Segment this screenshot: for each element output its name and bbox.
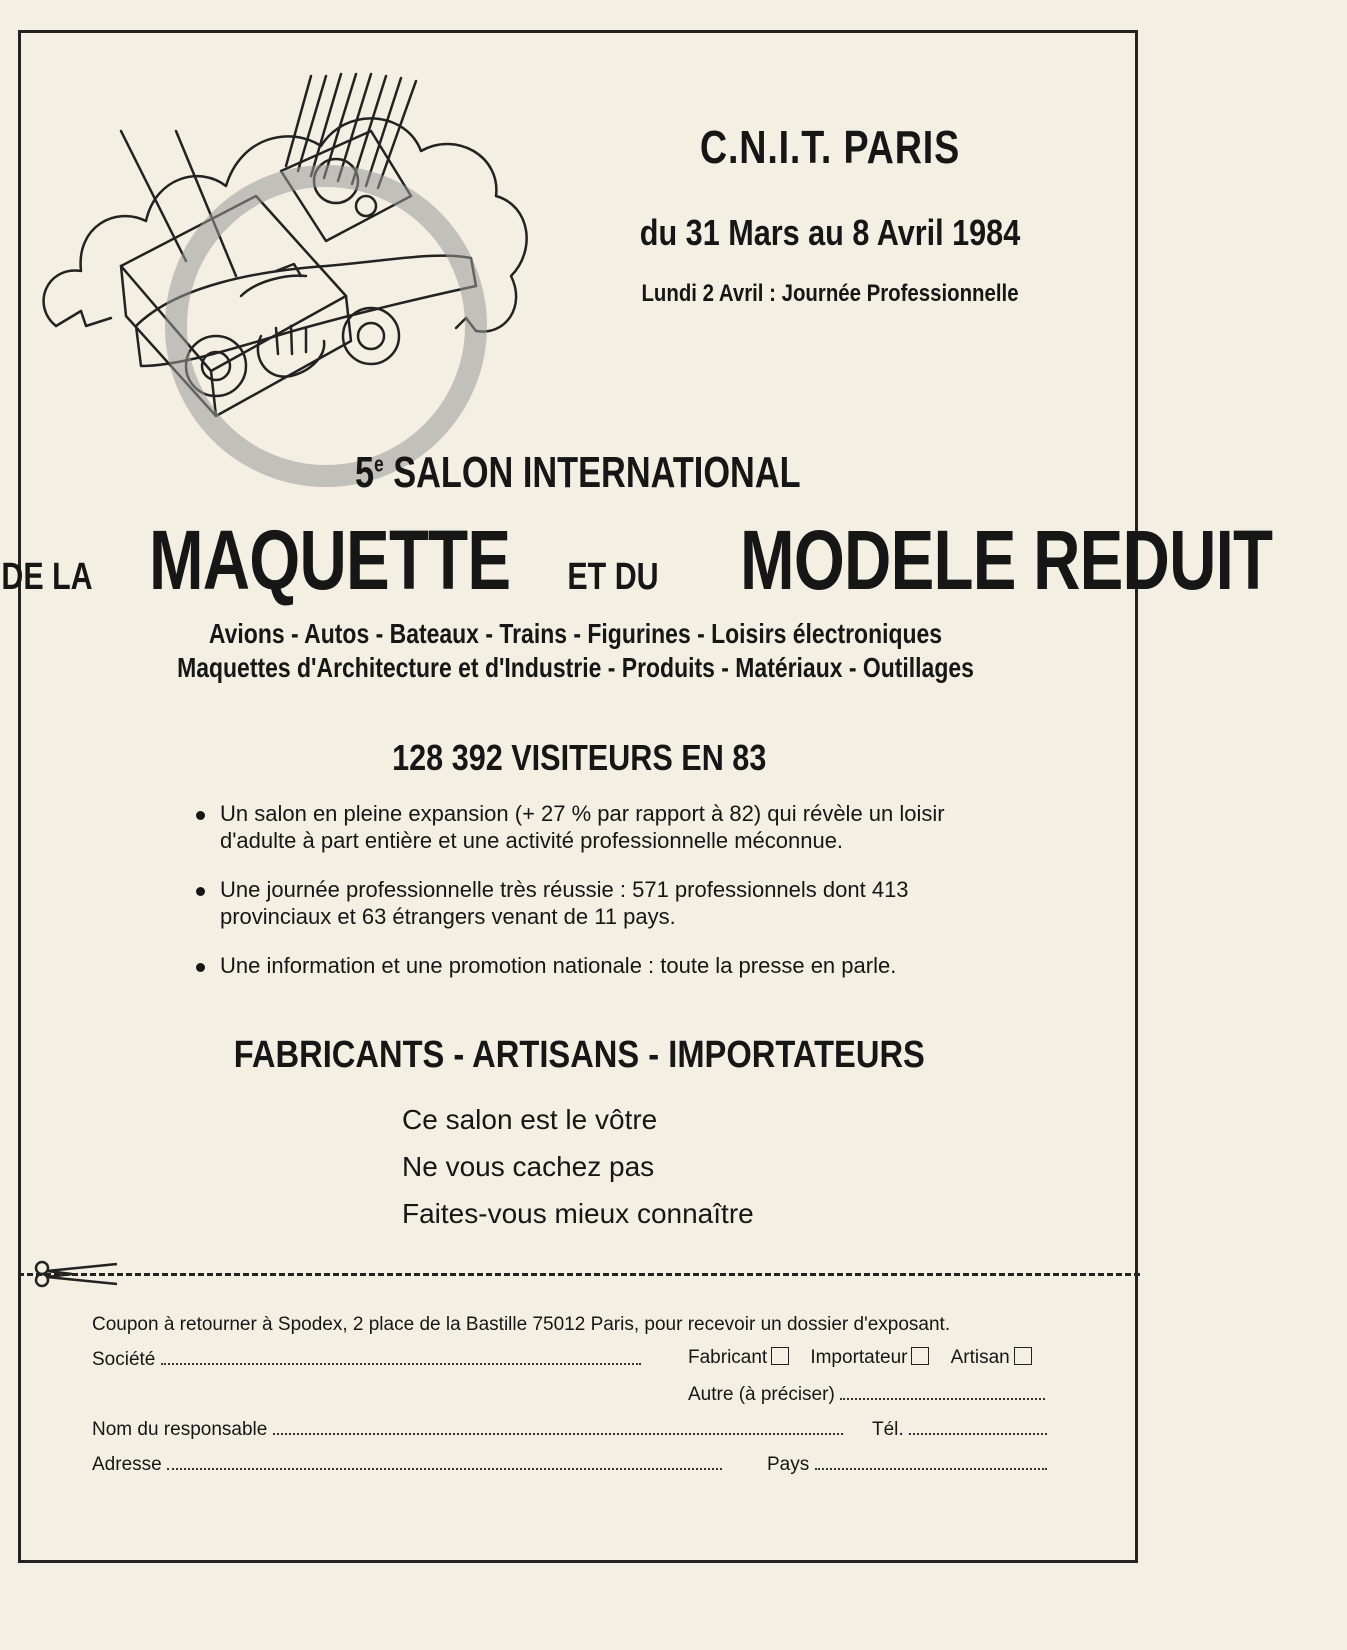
fabricant-label: Fabricant [688,1347,768,1368]
societe-row [92,1347,641,1371]
list-item: Une information et une promotion nationale : toute la presse en parle. [196,952,956,979]
type-row [688,1347,1032,1369]
artisan-checkbox[interactable] [1014,1347,1032,1365]
slogan-line: Ne vous cachez pas [402,1151,655,1182]
edition-label: SALON INTERNATIONAL [393,448,801,497]
tel-field[interactable] [909,1417,1047,1435]
main-title [0,512,1272,609]
audience-heading: FABRICANTS - ARTISANS - IMPORTATEURS [233,1034,925,1076]
slogan [402,1096,754,1237]
pays-row [767,1452,1047,1476]
highlights-list [196,800,956,1001]
edition-heading [125,448,1030,498]
adresse-row [92,1452,722,1476]
societe-field[interactable] [161,1347,641,1365]
autre-row [688,1382,1045,1406]
autre-label: Autre (à préciser) [688,1384,835,1405]
responsable-field[interactable] [273,1417,843,1435]
bullet-icon [196,887,205,896]
rc-car-illustration [26,36,546,506]
event-dates: du 31 Mars au 8 Avril 1984 [639,212,1021,253]
societe-label: Société [92,1349,156,1370]
slogan-line: Ce salon est le vôtre [402,1104,658,1135]
bullet-icon [196,811,205,820]
tel-label: Tél. [872,1419,904,1440]
slogan-line: Faites-vous mieux connaître [402,1198,754,1229]
adresse-label: Adresse [92,1454,162,1475]
importateur-label: Importateur [810,1347,908,1368]
professional-day: Lundi 2 Avril : Journée Professionnelle [641,280,1019,307]
edition-sup: e [374,451,384,477]
title-et-du: ET DU [567,556,659,598]
pays-field[interactable] [815,1452,1047,1470]
venue: C.N.I.T. PARIS [699,121,961,173]
watermark-logo [176,176,476,476]
title-de-la: DE LA [1,556,93,598]
list-item: Une journée professionnelle très réussie : 571 professionnels dont 413 provinciaux et 63 étrangers venant de 11 pays. [196,876,956,930]
responsable-label: Nom du responsable [92,1419,268,1440]
title-maquette: MAQUETTE [149,513,511,607]
autre-field[interactable] [840,1382,1045,1400]
cut-line [18,1273,1140,1276]
importateur-checkbox[interactable] [911,1347,929,1365]
fabricant-checkbox[interactable] [771,1347,789,1365]
artisan-label: Artisan [950,1347,1010,1368]
adresse-field[interactable] [167,1452,722,1470]
coupon-intro: Coupon à retourner à Spodex, 2 place de la Bastille 75012 Paris, pour recevoir un dossier d'exposant. [92,1314,951,1335]
categories-line-1: Avions - Autos - Bateaux - Trains - Figurines - Loisirs électroniques [208,618,943,649]
event-header [580,120,1080,308]
categories-line-2: Maquettes d'Architecture et d'Industrie - Produits - Matériaux - Outillages [177,652,974,683]
list-item: Un salon en pleine expansion (+ 27 % par rapport à 82) qui révèle un loisir d'adulte à part entière et une activité professionnelle méconnue. [196,800,956,854]
visitors-count: 128 392 VISITEURS EN 83 [392,737,767,778]
coupon-form [92,1314,1072,1475]
responsable-row [92,1417,843,1441]
tel-row [872,1417,1047,1441]
bullet-icon [196,963,205,972]
title-modele-reduit: MODELE REDUIT [739,513,1272,607]
edition-number: 5 [355,448,375,497]
pays-label: Pays [767,1454,810,1475]
